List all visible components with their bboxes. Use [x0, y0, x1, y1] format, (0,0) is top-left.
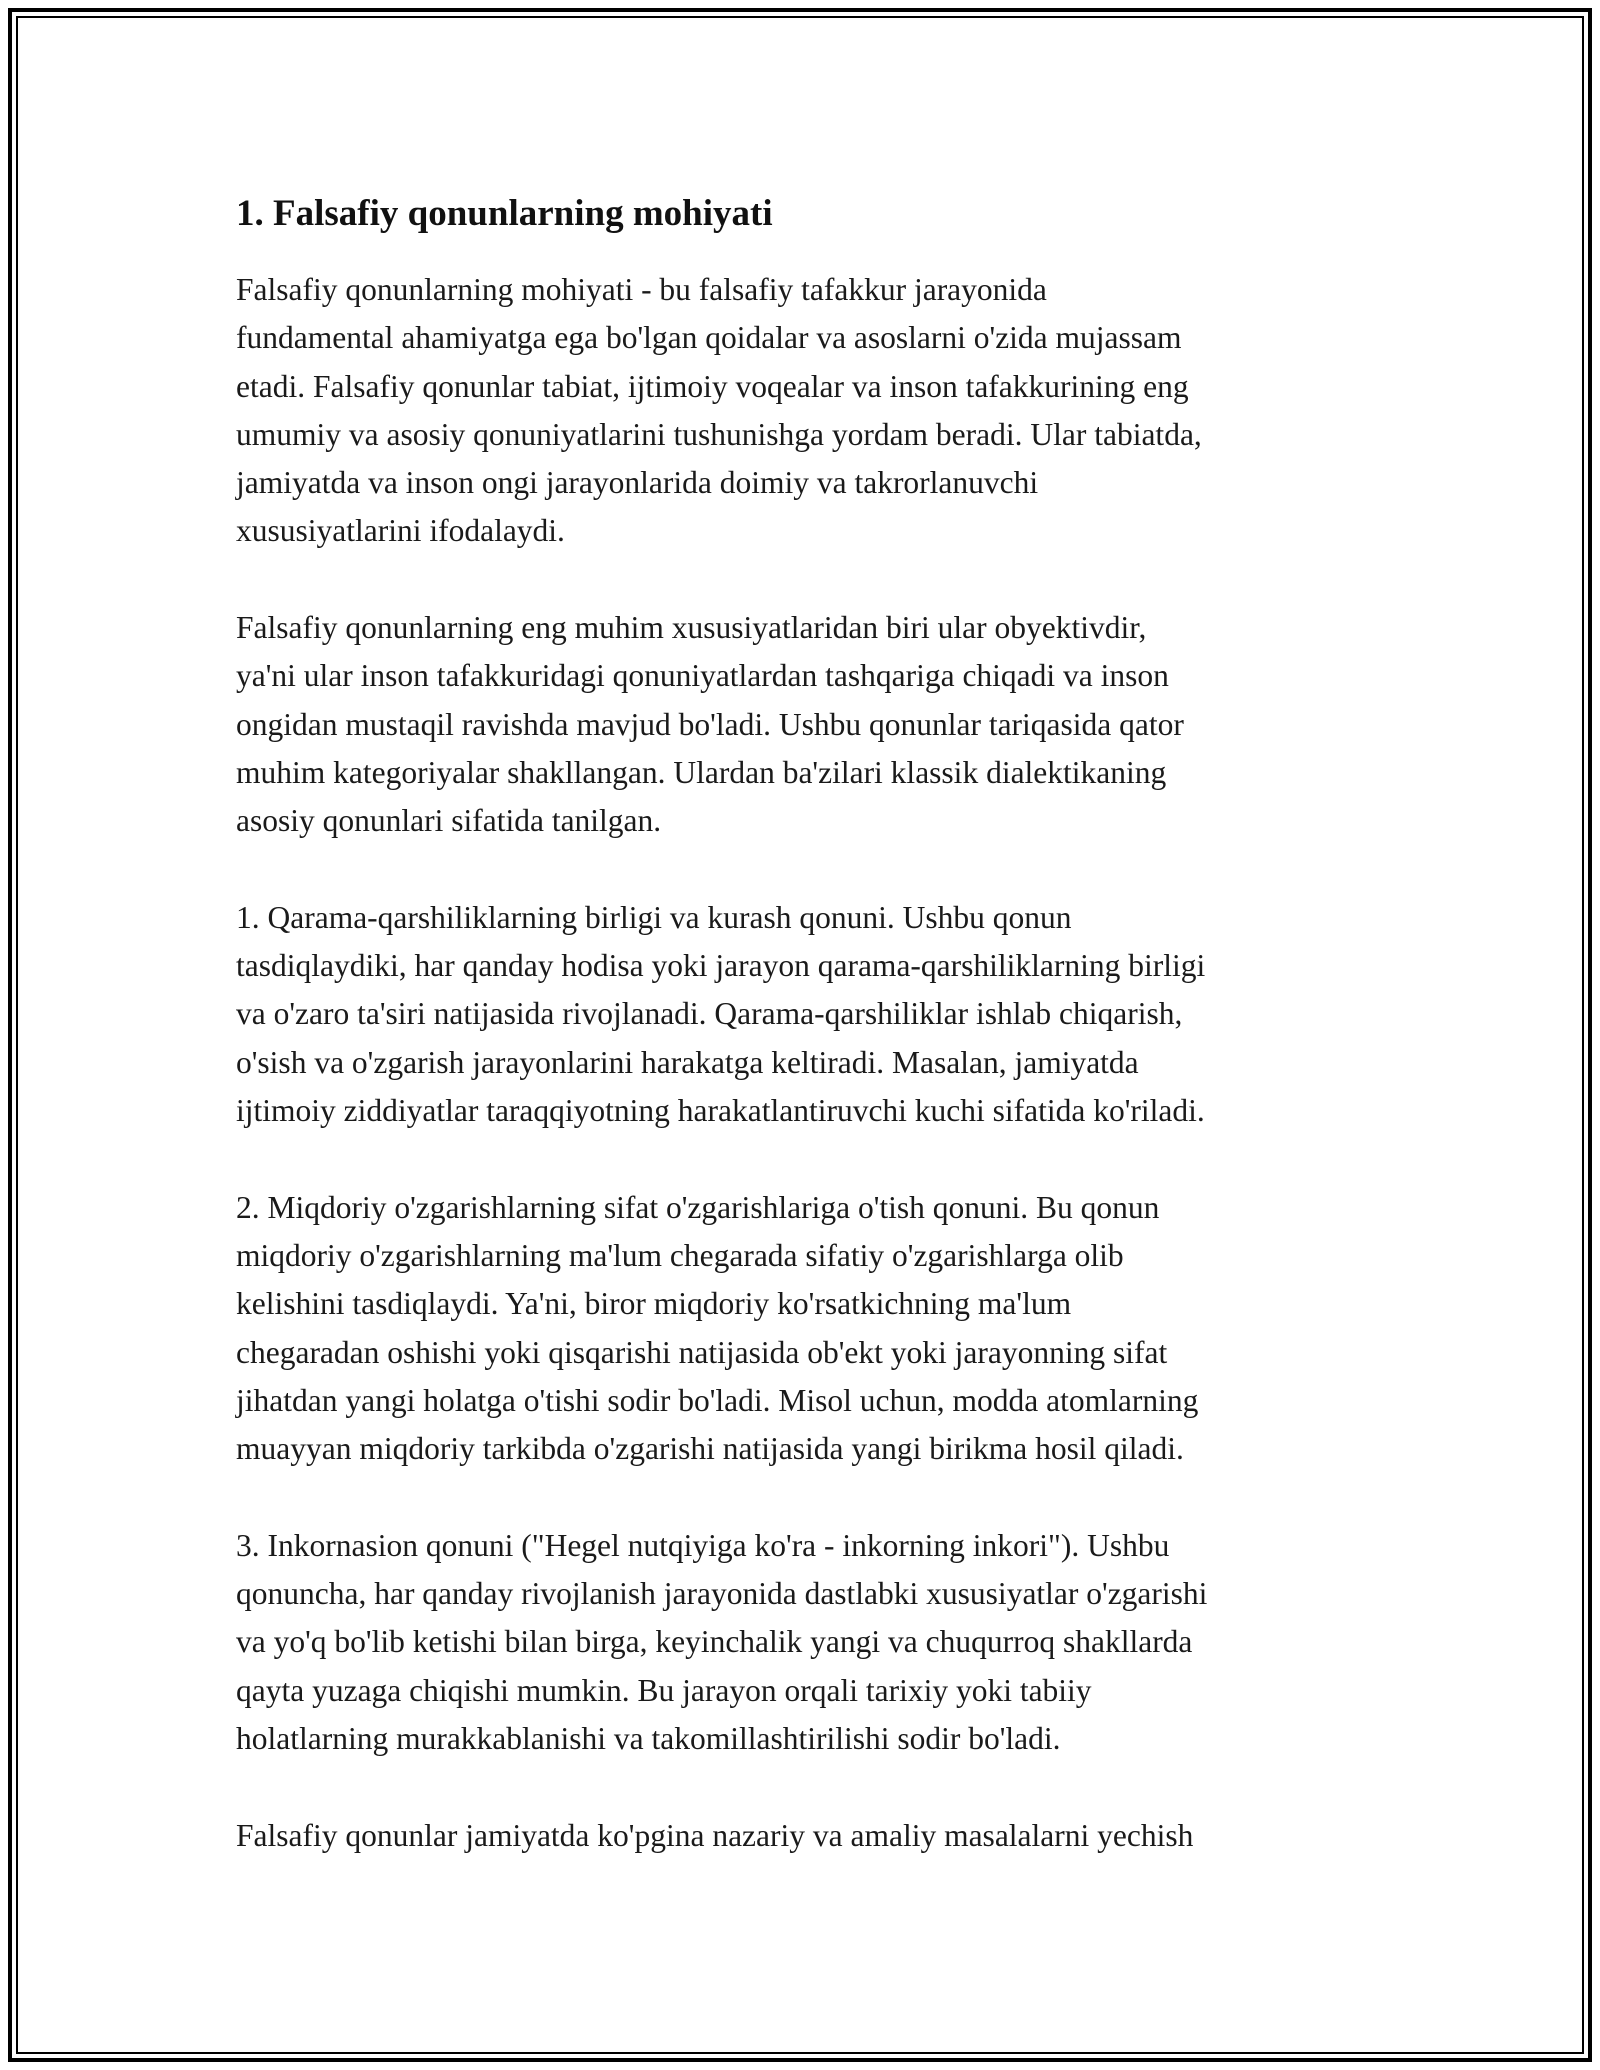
paragraph-intro	[236, 266, 1376, 556]
paragraph-closing	[236, 1812, 1376, 1860]
paragraph-line: kelishini tasdiqlaydi. Ya'ni, biror miqdoriy ko'rsatkichning ma'lum	[236, 1286, 1072, 1322]
paragraph-line: muayyan miqdoriy tarkibda o'zgarishi natijasida yangi birikma hosil qiladi.	[236, 1431, 1184, 1467]
paragraph-line: umumiy va asosiy qonuniyatlarini tushunishga yordam beradi. Ular tabiatda,	[236, 416, 1202, 452]
paragraph-objectivity	[236, 604, 1376, 845]
paragraph-line: etadi. Falsafiy qonunlar tabiat, ijtimoiy voqealar va inson tafakkurining eng	[236, 368, 1189, 404]
paragraph-line: qayta yuzaga chiqishi mumkin. Bu jarayon orqali tarixiy yoki tabiiy	[236, 1672, 1092, 1708]
paragraph-line: jihatdan yangi holatga o'tishi sodir bo'ladi. Misol uchun, modda atomlarning	[236, 1382, 1199, 1418]
paragraph-line: qonuncha, har qanday rivojlanish jarayonida dastlabki xususiyatlar o'zgarishi	[236, 1576, 1208, 1612]
paragraph-line: jamiyatda va inson ongi jarayonlarida doimiy va takrorlanuvchi	[236, 465, 1039, 501]
paragraph-line: ongidan mustaqil ravishda mavjud bo'ladi. Ushbu qonunlar tariqasida qator	[236, 706, 1184, 742]
paragraph-line: 3. Inkornasion qonuni ("Hegel nutqiyiga ko'ra - inkorning inkori"). Ushbu	[236, 1527, 1170, 1563]
paragraph-line: ya'ni ular inson tafakkuridagi qonuniyatlardan tashqariga chiqadi va inson	[236, 658, 1169, 694]
paragraph-line: miqdoriy o'zgarishlarning ma'lum chegarada sifatiy o'zgarishlarga olib	[236, 1237, 1124, 1273]
paragraph-line: o'sish va o'zgarish jarayonlarini harakatga keltiradi. Masalan, jamiyatda	[236, 1044, 1139, 1080]
paragraph-law-1	[236, 894, 1376, 1135]
paragraph-line: chegaradan oshishi yoki qisqarishi natijasida ob'ekt yoki jarayonning sifat	[236, 1334, 1168, 1370]
document-body	[236, 188, 1376, 1908]
section-heading: 1. Falsafiy qonunlarning mohiyati	[236, 193, 773, 234]
paragraph-line: Falsafiy qonunlarning eng muhim xususiyatlaridan biri ular obyektivdir,	[236, 610, 1147, 646]
paragraph-line: Falsafiy qonunlarning mohiyati - bu falsafiy tafakkur jarayonida	[236, 272, 1047, 307]
paragraph-line: tasdiqlaydiki, har qanday hodisa yoki jarayon qarama-qarshiliklarning birligi	[236, 948, 1206, 984]
paragraph-line: fundamental ahamiyatga ega bo'lgan qoidalar va asoslarni o'zida mujassam	[236, 320, 1182, 356]
paragraph-line: Falsafiy qonunlar jamiyatda ko'pgina nazariy va amaliy masalalarni yechish	[236, 1817, 1194, 1853]
paragraph-line: 1. Qarama-qarshiliklarning birligi va kurash qonuni. Ushbu qonun	[236, 899, 1072, 935]
paragraph-line: asosiy qonunlari sifatida tanilgan.	[236, 803, 662, 839]
paragraph-line: va yo'q bo'lib ketishi bilan birga, keyinchalik yangi va chuqurroq shakllarda	[236, 1624, 1193, 1660]
paragraph-line: ijtimoiy ziddiyatlar taraqqiyotning harakatlantiruvchi kuchi sifatida ko'riladi.	[236, 1093, 1205, 1129]
paragraph-law-3	[236, 1522, 1376, 1763]
paragraph-line: xususiyatlarini ifodalaydi.	[236, 513, 565, 549]
paragraph-line: muhim kategoriyalar shakllangan. Ulardan ba'zilari klassik dialektikaning	[236, 754, 1167, 790]
paragraph-line: va o'zaro ta'siri natijasida rivojlanadi. Qarama-qarshiliklar ishlab chiqarish,	[236, 996, 1183, 1032]
paragraph-law-2	[236, 1184, 1376, 1474]
paragraph-line: 2. Miqdoriy o'zgarishlarning sifat o'zgarishlariga o'tish qonuni. Bu qonun	[236, 1189, 1160, 1225]
paragraph-line: holatlarning murakkablanishi va takomillashtirilishi sodir bo'ladi.	[236, 1720, 1061, 1756]
